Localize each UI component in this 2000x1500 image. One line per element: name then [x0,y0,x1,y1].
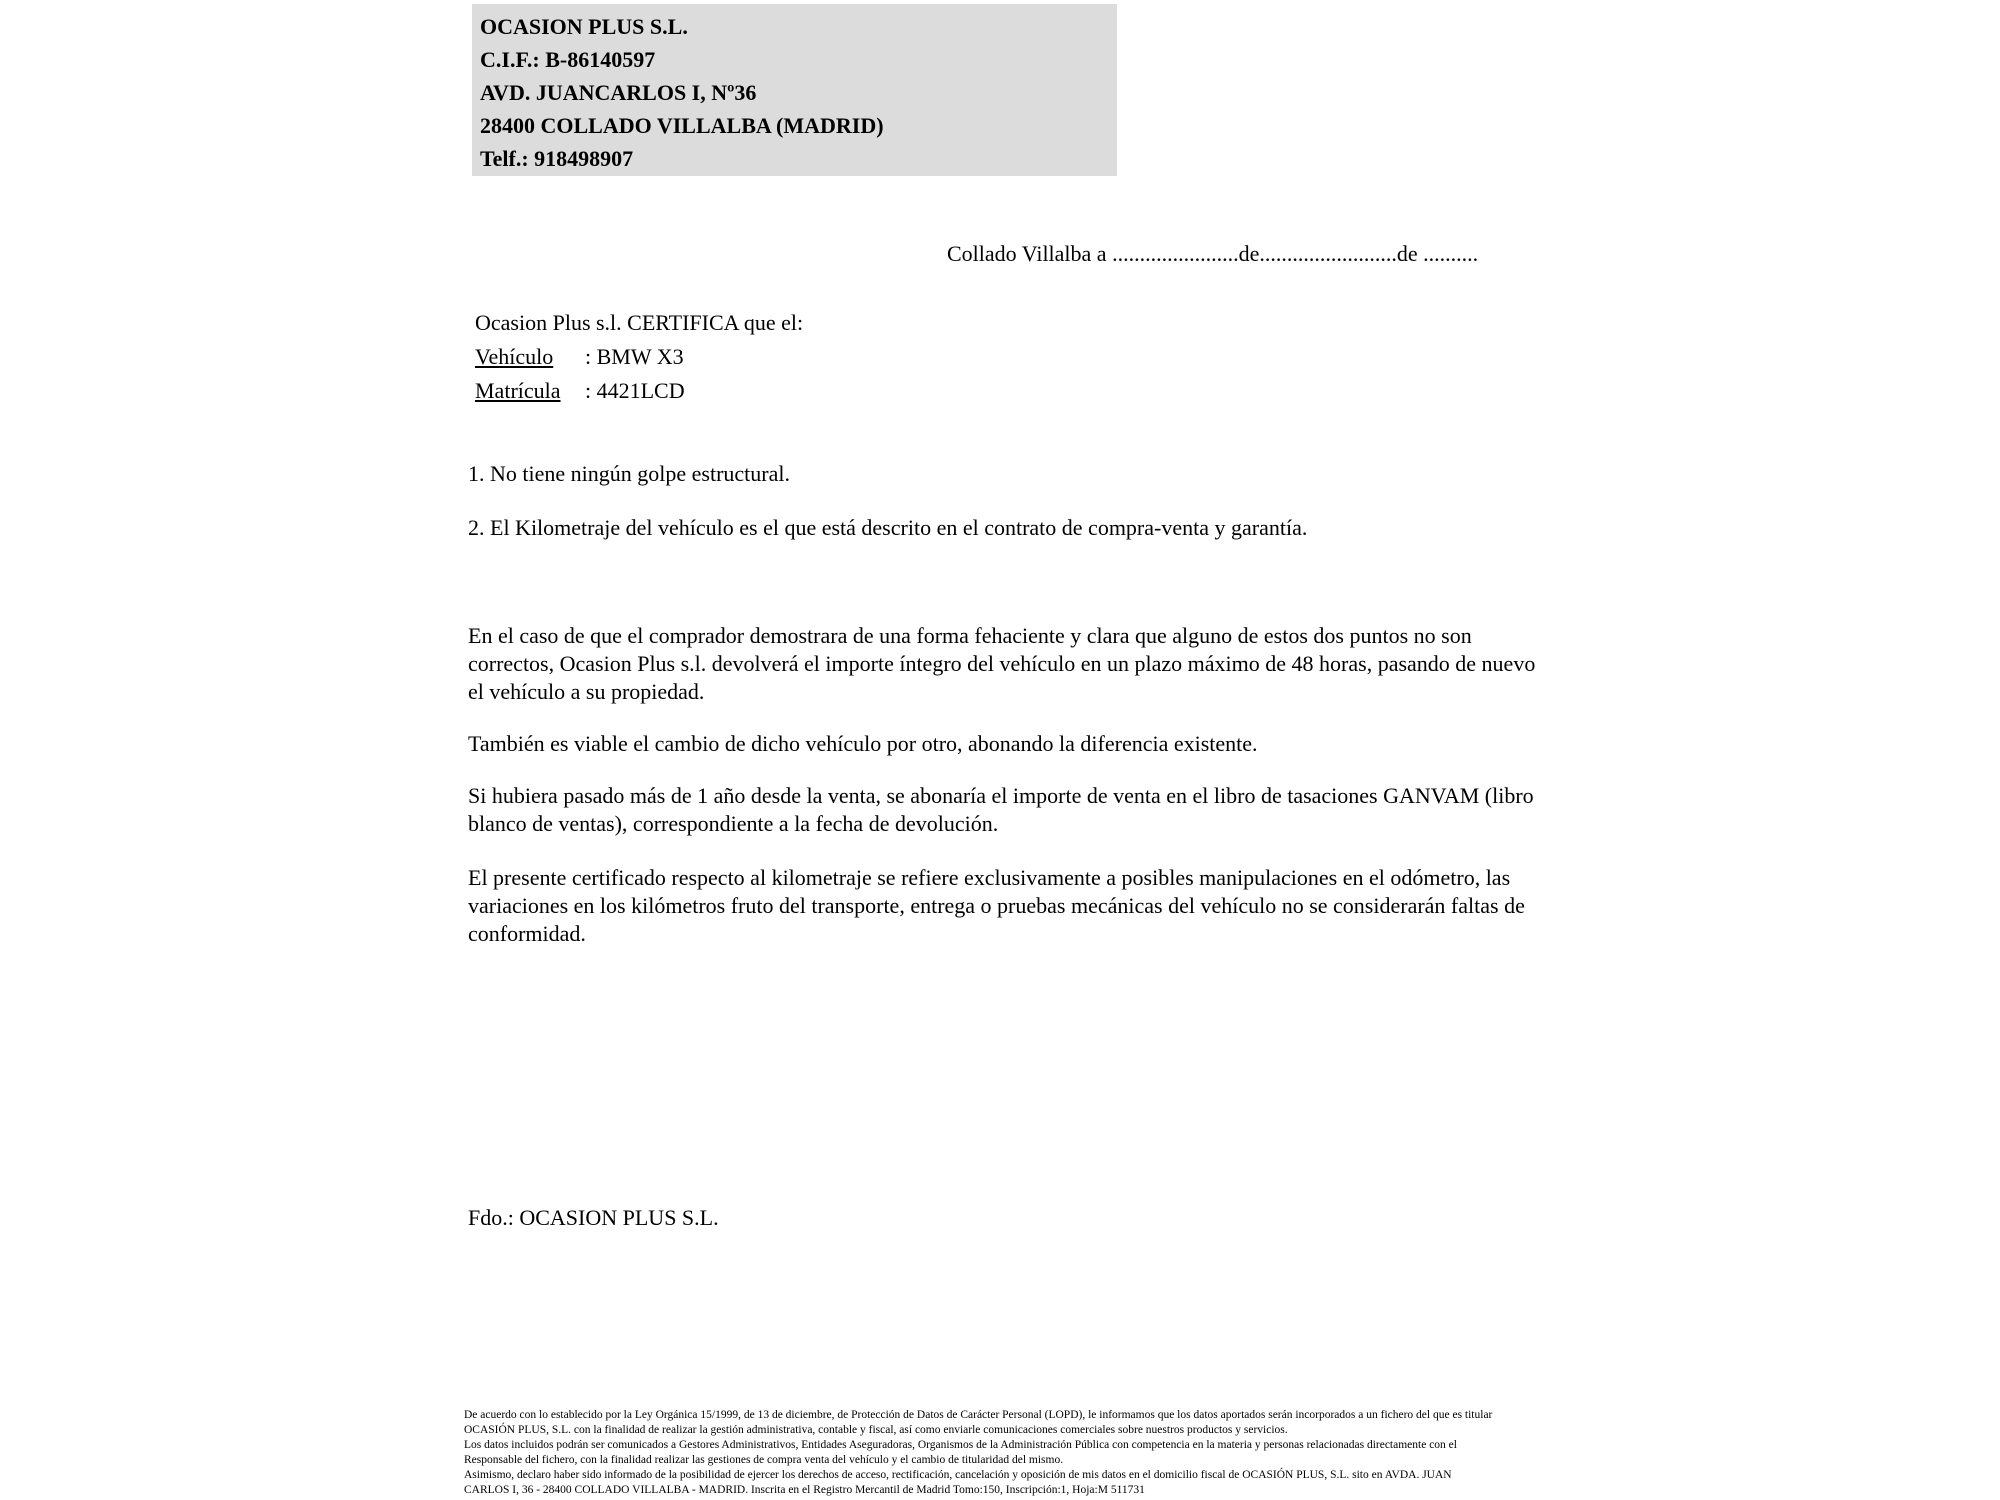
legal-line: De acuerdo con lo establecido por la Ley Orgánica 15/1999, de 13 de diciembre, de Protección de Datos de Carácter Personal (LOPD), le informamos que los datos aportados serán incorporados a un fichero del que es titular [464,1409,1493,1421]
company-cif: C.I.F.: B-86140597 [480,47,656,72]
refund-paragraph: En el caso de que el comprador demostrara de una forma fehaciente y clara que alguno de estos dos puntos no son correctos, Ocasion Plus s.l. devolverá el importe íntegro del vehículo en un plazo máximo de 48 horas, pasando de nuevo el vehículo a su propiedad. [468,623,1536,704]
vehicle-label: Vehículo [475,344,554,369]
signature-line: Fdo.: OCASION PLUS S.L. [468,1205,719,1230]
legal-line: OCASIÓN PLUS, S.L. con la finalidad de realizar la gestión administrativa, contable y fiscal, así como enviarle comunicaciones comerciales sobre nuestros productos y servicios. [464,1424,1288,1436]
certifies-intro: Ocasion Plus s.l. CERTIFICA que el: [475,310,804,335]
plate-field-row [475,374,803,408]
legal-line: Los datos incluidos podrán ser comunicados a Gestores Administrativos, Entidades Aseguradoras, Organismos de la Administración Pública con competencia en la materia y personas relacionadas directamente con el [464,1439,1457,1451]
plate-value: : 4421LCD [585,378,685,403]
legal-line: CARLOS I, 36 - 28400 COLLADO VILLALBA - MADRID. Inscrita en el Registro Mercantil de Madrid Tomo:150, Inscripción:1, Hoja:M 511731 [464,1484,1145,1496]
certified-point-2: 2. El Kilometraje del vehículo es el que está descrito en el contrato de compra-venta y garantía. [468,515,1308,540]
company-address: AVD. JUANCARLOS I, Nº36 [480,80,757,105]
date-place-line: Collado Villalba a .......................de.........................de .......... [947,241,1479,266]
company-city: 28400 COLLADO VILLALBA (MADRID) [480,113,884,138]
legal-line: Responsable del fichero, con la finalidad realizar las gestiones de compra venta del vehículo y el cambio de titularidad del mismo. [464,1454,1064,1466]
exchange-paragraph: También es viable el cambio de dicho vehículo por otro, abonando la diferencia existente. [468,731,1258,756]
company-phone: Telf.: 918498907 [480,146,634,171]
odometer-paragraph: El presente certificado respecto al kilometraje se refiere exclusivamente a posibles manipulaciones en el odómetro, las variaciones en los kilómetros fruto del transporte, entrega o pruebas mecánicas del vehículo no se considerarán faltas de conformidad. [468,865,1525,946]
vehicle-field-row [475,340,803,374]
ganvam-paragraph: Si hubiera pasado más de 1 año desde la venta, se abonaría el importe de venta en el libro de tasaciones GANVAM (libro blanco de ventas), correspondiente a la fecha de devolución. [468,783,1534,836]
company-header-block [472,4,1117,176]
company-name: OCASION PLUS S.L. [480,14,688,39]
certified-point-1: 1. No tiene ningún golpe estructural. [468,461,790,486]
certification-block [475,306,803,408]
plate-label: Matrícula [475,378,561,403]
legal-line: Asimismo, declaro haber sido informado de la posibilidad de ejercer los derechos de acceso, rectificación, cancelación y oposición de mis datos en el domicilio fiscal de OCASIÓN PLUS, S.L. sito en AVDA. JUAN [464,1469,1452,1481]
legal-footer [464,1408,1984,1498]
vehicle-value: : BMW X3 [585,344,684,369]
